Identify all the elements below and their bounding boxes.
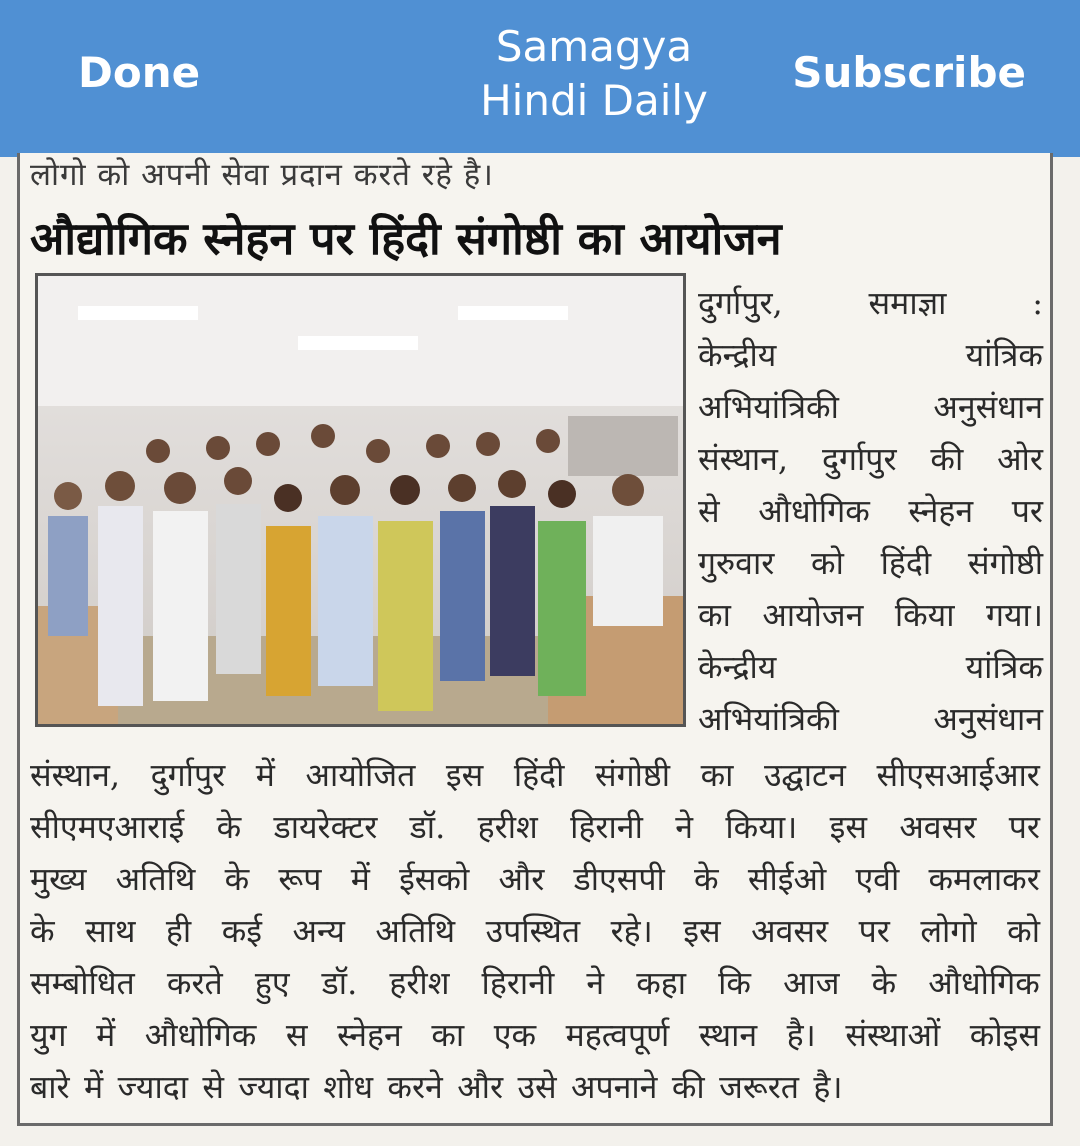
word: दुर्गापुर (821, 440, 897, 478)
word: इस (683, 912, 721, 950)
word: साथ (85, 912, 136, 950)
word: डायरेक्टर (273, 808, 378, 846)
word: कोइस (969, 1016, 1040, 1054)
word: डीएसपी (573, 860, 665, 898)
word: यांत्रिक (965, 336, 1043, 374)
word: करने (387, 1068, 443, 1106)
app-title-line-1: Samagya (495, 22, 693, 71)
word: स (285, 1016, 308, 1054)
word: संस्थान, (698, 440, 789, 478)
word: रहे। (610, 912, 653, 950)
word: बारे (30, 1068, 70, 1106)
text-line (698, 693, 1043, 745)
word: रूप (278, 860, 322, 898)
word: अभियांत्रिकी (698, 388, 839, 426)
word: उसे (517, 1068, 557, 1106)
word: से (698, 492, 720, 530)
top-bar (0, 0, 1080, 157)
text-line (30, 905, 1040, 957)
word: दुर्गापुर (150, 756, 226, 794)
word: ज्यादा (238, 1068, 309, 1106)
group-photo-image (38, 276, 683, 724)
word: है। (813, 1068, 843, 1106)
done-button[interactable]: Done (78, 48, 201, 97)
word: ने (675, 808, 694, 846)
word: अतिथि (375, 912, 456, 950)
word: स्थान (698, 1016, 758, 1054)
word: उद्घाटन (764, 756, 846, 794)
word: एवी (855, 860, 900, 898)
word: में (84, 1068, 104, 1106)
word: के (216, 808, 242, 846)
text-line (698, 537, 1043, 589)
word: यांत्रिक (965, 648, 1043, 686)
word: जरूरत (719, 1068, 800, 1106)
word: केन्द्रीय (698, 648, 777, 686)
text-line (698, 277, 1043, 329)
word: के (694, 860, 719, 898)
word: आज (783, 964, 840, 1002)
word: से (202, 1068, 225, 1106)
word: डॉ. (321, 964, 358, 1002)
word: और (457, 1068, 504, 1106)
word: कि (718, 964, 751, 1002)
word: अतिथि (115, 860, 196, 898)
text-line (30, 1009, 1040, 1061)
word: ने (586, 964, 605, 1002)
word: ही (165, 912, 192, 950)
subscribe-button[interactable]: Subscribe (792, 48, 1026, 97)
word: की (930, 440, 964, 478)
word: की (671, 1068, 705, 1106)
word: हरीश (477, 808, 538, 846)
word: औधोगिक (144, 1016, 257, 1054)
word: संगोष्ठी (967, 544, 1043, 582)
word: अनुसंधान (933, 388, 1043, 426)
word: हुए (254, 964, 290, 1002)
word: में (350, 860, 370, 898)
word: सीएमएआराई (30, 808, 185, 846)
word: का (698, 596, 731, 634)
word: युग (30, 1016, 67, 1054)
word: हिंदी (513, 756, 565, 794)
word: अवसर (751, 912, 829, 950)
word: ईसको (399, 860, 470, 898)
word: डॉ. (409, 808, 446, 846)
word: में (96, 1016, 116, 1054)
word: सीएसआईआर (876, 756, 1040, 794)
word: : (1032, 284, 1043, 322)
word: मुख्य (30, 860, 87, 898)
word: का (431, 1016, 465, 1054)
word: को (1007, 912, 1040, 950)
word: सीईओ (747, 860, 827, 898)
word: औधोगिक (928, 964, 1040, 1002)
word: करते (166, 964, 223, 1002)
text-line (698, 329, 1043, 381)
word: अभियांत्रिकी (698, 700, 839, 738)
word: हिरानी (570, 808, 643, 846)
word: गुरुवार (698, 544, 775, 582)
word: दुर्गापुर, (698, 284, 783, 322)
article-column-text (698, 277, 1043, 745)
word: सम्बोधित (30, 964, 135, 1002)
text-line (30, 801, 1040, 853)
word: संगोष्ठी (594, 756, 671, 794)
clipping-frame (17, 153, 1053, 1126)
word: हिंदी (880, 544, 932, 582)
word: शोध (323, 1068, 373, 1106)
word: हिरानी (481, 964, 555, 1002)
word: अवसर (899, 808, 977, 846)
text-line (698, 433, 1043, 485)
word: अन्य (292, 912, 345, 950)
word: स्नेहन (908, 492, 974, 530)
word: किया। (725, 808, 798, 846)
text-line (30, 749, 1040, 801)
word: इस (445, 756, 484, 794)
word: समाज्ञा (868, 284, 947, 322)
word: पर (858, 912, 890, 950)
group-photo (35, 273, 686, 727)
word: महत्वपूर्ण (565, 1016, 670, 1054)
app-title (420, 20, 768, 128)
previous-article-line: लोगो को अपनी सेवा प्रदान करते रहे है। (30, 157, 494, 193)
word: के (30, 912, 55, 950)
word: स्नेहन (337, 1016, 402, 1054)
word: केन्द्रीय (698, 336, 777, 374)
word: आयोजित (305, 756, 416, 794)
word: संस्थान, (30, 756, 121, 794)
word: आयोजन (762, 596, 864, 634)
word: हरीश (389, 964, 450, 1002)
word: और (498, 860, 545, 898)
word: है। (786, 1016, 816, 1054)
word: के (224, 860, 250, 898)
text-line (698, 381, 1043, 433)
word: का (700, 756, 734, 794)
text-line (698, 589, 1043, 641)
word: ज्यादा (117, 1068, 189, 1106)
word: पर (1008, 808, 1040, 846)
word: पर (1011, 492, 1043, 530)
word: संस्थाओं (845, 1016, 941, 1054)
app-title-line-2: Hindi Daily (480, 76, 708, 125)
text-line (30, 957, 1040, 1009)
word: में (255, 756, 275, 794)
word: के (871, 964, 897, 1002)
word: लोगो (920, 912, 977, 950)
word: कमलाकर (928, 860, 1040, 898)
word: को (811, 544, 844, 582)
text-line (698, 485, 1043, 537)
text-line (30, 853, 1040, 905)
newspaper-clipping (0, 157, 1080, 1146)
word: इस (829, 808, 867, 846)
word: उपस्थित (485, 912, 581, 950)
article-headline: औद्योगिक स्नेहन पर हिंदी संगोष्ठी का आयोजन (30, 212, 782, 265)
article-body-text (30, 749, 1040, 1113)
word: कहा (636, 964, 687, 1002)
word: कई (221, 912, 262, 950)
word: गया। (985, 596, 1043, 634)
word: किया (894, 596, 955, 634)
text-line (30, 1061, 1040, 1113)
word: अनुसंधान (933, 700, 1043, 738)
word: ओर (997, 440, 1043, 478)
word: अपनाने (571, 1068, 658, 1106)
word: औधोगिक (758, 492, 870, 530)
text-line (698, 641, 1043, 693)
word: एक (493, 1016, 537, 1054)
